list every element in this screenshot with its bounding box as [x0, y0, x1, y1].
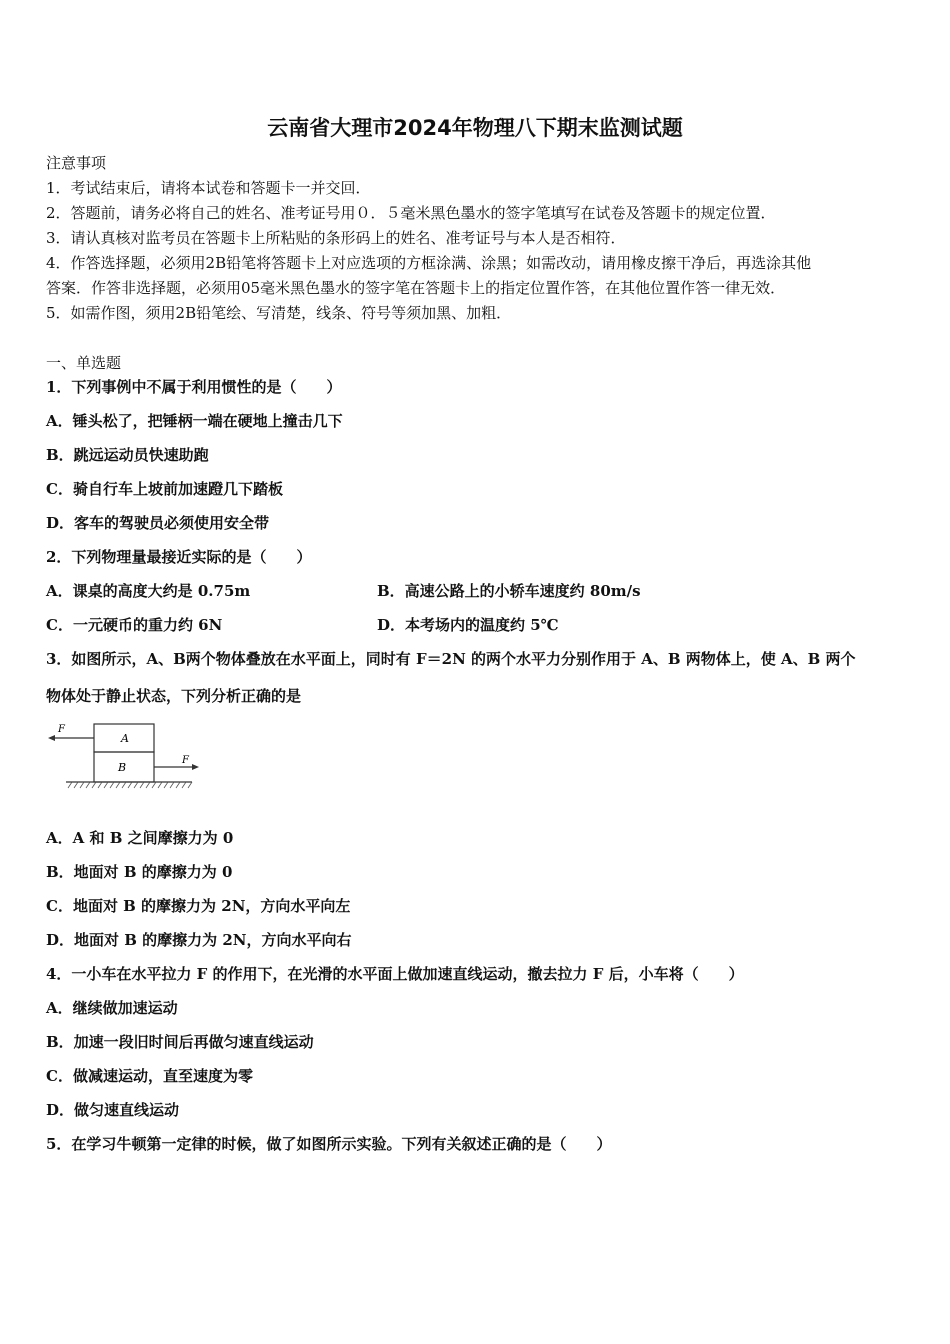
section-heading: 一、单选题	[46, 354, 122, 372]
question-3-option-a: A．A 和 B 之间摩擦力为 0	[46, 829, 234, 847]
label-force-left: F	[58, 724, 65, 735]
question-2-option-c: C．一元硬币的重力约 6N	[46, 616, 223, 634]
block-force-diagram	[44, 716, 204, 792]
question-1-option-d: D．客车的驾驶员必须使用安全带	[46, 514, 270, 532]
question-2-option-b: B．高速公路上的小轿车速度约 80m/s	[377, 582, 641, 600]
ground-hatching	[68, 782, 192, 788]
question-4-option-b: B．加速一段旧时间后再做匀速直线运动	[46, 1033, 314, 1051]
page-title: 云南省大理市2024年物理八下期末监测试题	[267, 116, 683, 140]
force-arrowhead-right	[192, 764, 199, 770]
question-3-option-d: D．地面对 B 的摩擦力为 2N，方向水平向右	[46, 931, 352, 949]
notice-item: 3．请认真核对监考员在答题卡上所粘贴的条形码上的姓名、准考证号与本人是否相符．	[46, 229, 626, 247]
label-force-right: F	[182, 755, 189, 766]
question-2-stem: 2．下列物理量最接近实际的是（ ）	[46, 548, 312, 566]
question-1-stem: 1．下列事例中不属于利用惯性的是（ ）	[46, 378, 342, 396]
question-2-option-d: D．本考场内的温度约 5℃	[377, 616, 559, 634]
question-1-option-b: B．跳远运动员快速助跑	[46, 446, 209, 464]
question-2-option-a: A．课桌的高度大约是 0.75m	[46, 582, 251, 600]
notice-heading: 注意事项	[46, 154, 107, 172]
force-arrowhead-left	[48, 735, 55, 741]
question-3-stem-line-2: 物体处于静止状态，下列分析正确的是	[46, 687, 302, 705]
notice-item: 2．答题前，请务必将自己的姓名、准考证号用０．５毫米黑色墨水的签字笔填写在试卷及答题卡的规定位置．	[46, 204, 776, 222]
question-5-stem: 5．在学习牛顿第一定律的时候，做了如图所示实验。下列有关叙述正确的是（ ）	[46, 1135, 612, 1153]
label-block-a: A	[121, 732, 129, 745]
question-3-stem-line-1: 3．如图所示，A、B两个物体叠放在水平面上，同时有 F＝2N 的两个水平力分别作用于 A、B 两物体上，使 A、B 两个	[46, 650, 856, 668]
question-3-option-c: C．地面对 B 的摩擦力为 2N，方向水平向左	[46, 897, 351, 915]
question-1-option-c: C．骑自行车上坡前加速蹬几下踏板	[46, 480, 283, 498]
question-4-stem: 4．一小车在水平拉力 F 的作用下，在光滑的水平面上做加速直线运动，撤去拉力 F 后，小车将（ ）	[46, 965, 744, 983]
notice-item: 答案．作答非选择题，必须用05毫米黑色墨水的签字笔在答题卡上的指定位置作答，在其他位置作答一律无效．	[46, 279, 786, 297]
notice-item: 1．考试结束后，请将本试卷和答题卡一并交回．	[46, 179, 371, 197]
notice-item: 4．作答选择题，必须用2B铅笔将答题卡上对应选项的方框涂满、涂黑；如需改动，请用橡皮擦干净后，再选涂其他	[46, 254, 812, 272]
label-block-b: B	[118, 761, 127, 774]
question-4-option-d: D．做匀速直线运动	[46, 1101, 180, 1119]
question-4-option-c: C．做减速运动，直至速度为零	[46, 1067, 253, 1085]
notice-item: 5．如需作图，须用2B铅笔绘、写清楚，线条、符号等须加黑、加粗．	[46, 304, 512, 322]
question-3-option-b: B．地面对 B 的摩擦力为 0	[46, 863, 233, 881]
question-4-option-a: A．继续做加速运动	[46, 999, 178, 1017]
question-1-option-a: A．锤头松了，把锤柄一端在硬地上撞击几下	[46, 412, 343, 430]
